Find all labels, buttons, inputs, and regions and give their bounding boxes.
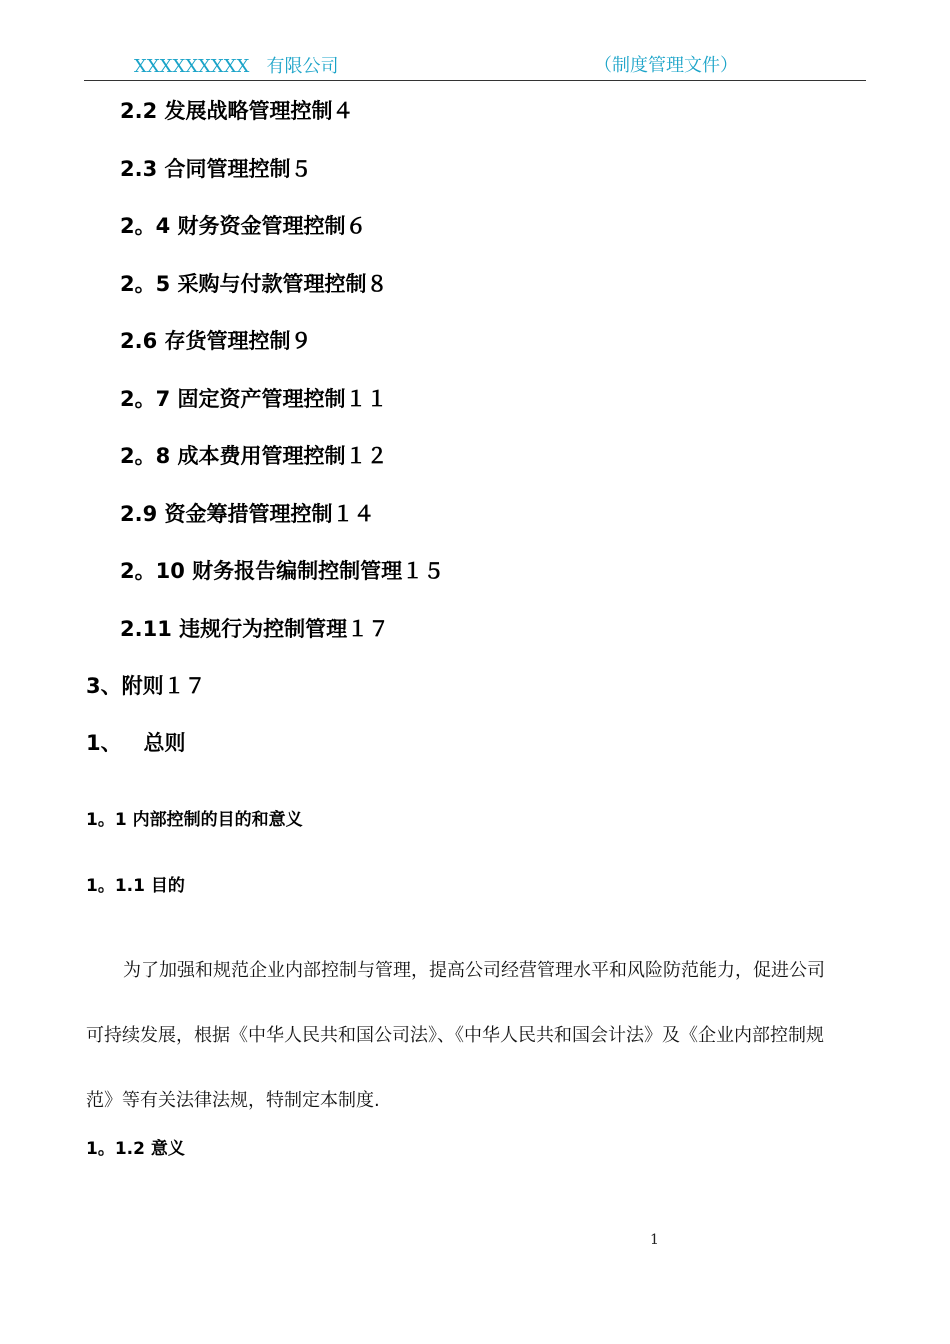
toc-entry[interactable]: 2。10 财务报告编制控制管理１５ [120,559,445,583]
page-number: 1 [650,1232,659,1248]
section-heading: 1、 总则 [86,731,186,755]
toc-entry[interactable]: 2.9 资金筹措管理控制１４ [120,502,375,526]
toc-entry[interactable]: 2。5 采购与付款管理控制８ [120,272,388,296]
paragraph-line: 范》等有关法律法规，特制定本制度. [86,1090,380,1111]
toc-entry[interactable]: 2.2 发展战略管理控制４ [120,99,354,123]
header-document-type: （制度管理文件） [594,55,738,76]
toc-entry[interactable]: 3、附则１７ [86,674,206,698]
subsubsection-heading: 1。1.1 目的 [86,876,185,896]
subsection-heading: 1。1 内部控制的目的和意义 [86,810,303,830]
subsubsection-heading: 1。1.2 意义 [86,1139,185,1159]
body-paragraph [86,938,862,1133]
toc-entry[interactable]: 2.6 存货管理控制９ [120,329,312,353]
paragraph-line: 为了加强和规范企业内部控制与管理，提高公司经营管理水平和风险防范能力，促进公司 [123,960,825,981]
page-header [84,48,866,81]
paragraph-line: 可持续发展，根据《中华人民共和国公司法》、《中华人民共和国会计法》及《企业内部控制规 [86,1025,824,1046]
toc-entry[interactable]: 2.3 合同管理控制５ [120,157,312,181]
header-company-name: XXXXXXXXX 有限公司 [134,56,339,77]
toc-entry[interactable]: 2.11 违规行为控制管理１７ [120,617,390,641]
toc-entry[interactable]: 2。7 固定资产管理控制１１ [120,387,388,411]
toc-entry[interactable]: 2。8 成本费用管理控制１２ [120,444,388,468]
toc-entry[interactable]: 2。4 财务资金管理控制６ [120,214,367,238]
